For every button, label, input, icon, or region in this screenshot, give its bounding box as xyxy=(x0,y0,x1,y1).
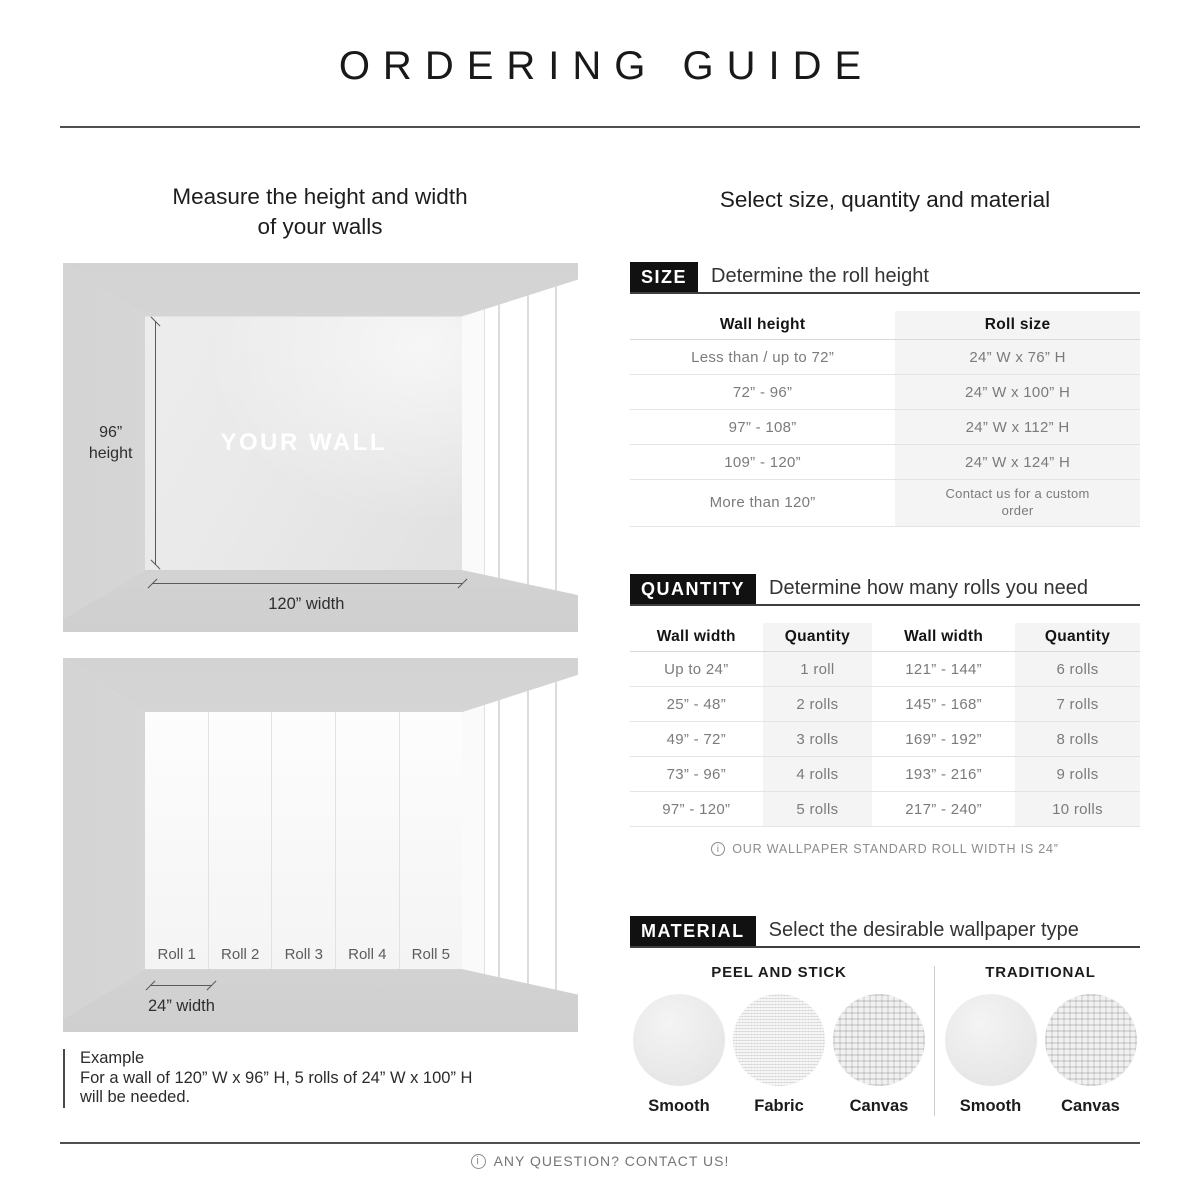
roll-label: Roll 3 xyxy=(284,945,323,963)
wall-height-cell: 97” - 108” xyxy=(728,418,797,436)
wall-width-cell: 25” - 48” xyxy=(666,695,726,713)
wall-width-cell: 121” - 144” xyxy=(905,660,982,678)
size-section-header xyxy=(630,262,1140,294)
size-section xyxy=(630,262,1140,527)
wall-height-cell: More than 120” xyxy=(709,494,816,512)
roll-panel xyxy=(145,712,209,969)
height-word: height xyxy=(88,445,133,463)
top-divider xyxy=(60,126,1140,128)
col-quantity: Quantity xyxy=(784,628,851,645)
wall-height-cell: Less than / up to 72” xyxy=(691,348,835,366)
size-badge: SIZE xyxy=(630,262,698,292)
material-groups xyxy=(630,964,1140,1116)
swatch-row xyxy=(630,994,928,1116)
roll-width-dimension-label: 24” width xyxy=(147,996,215,1015)
smooth-texture-icon xyxy=(633,994,725,1086)
quantity-cell: 2 rolls xyxy=(796,695,839,713)
window-mullion xyxy=(498,263,500,632)
swatch-label: Canvas xyxy=(849,1097,909,1115)
wall-width-cell: 97” - 120” xyxy=(662,800,731,818)
size-subtitle: Determine the roll height xyxy=(711,265,929,287)
roll-panels xyxy=(145,712,462,969)
size-table-header xyxy=(630,311,1140,340)
example-line1: For a wall of 120” W x 96” H, 5 rolls of 24” W x 100” H xyxy=(80,1068,473,1087)
roll-size-cell: Contact us for a custom order xyxy=(945,486,1090,518)
your-wall-surface xyxy=(145,317,462,571)
roll-width-dimension-line xyxy=(150,985,212,986)
roll-panel xyxy=(272,712,336,969)
col-wall-width: Wall width xyxy=(904,628,984,645)
roll-size-cell: 24” W x 124” H xyxy=(965,453,1071,471)
material-badge: MATERIAL xyxy=(630,916,756,946)
example-line2: will be needed. xyxy=(80,1088,191,1106)
footer-note-text: ANY QUESTION? CONTACT US! xyxy=(493,1153,730,1169)
quantity-cell: 5 rolls xyxy=(796,800,839,818)
quantity-cell: 6 rolls xyxy=(1056,660,1099,678)
your-wall-label: YOUR WALL xyxy=(220,429,387,457)
quantity-cell: 8 rolls xyxy=(1056,730,1099,748)
material-section xyxy=(630,916,1140,1116)
table-row xyxy=(630,722,1140,757)
quantity-cell: 4 rolls xyxy=(796,765,839,783)
material-subtitle: Select the desirable wallpaper type xyxy=(768,919,1079,941)
roll-size-cell: 24” W x 100” H xyxy=(965,383,1071,401)
swatch-row xyxy=(941,994,1140,1116)
smooth-texture-icon xyxy=(945,994,1037,1086)
wall-width-cell: 169” - 192” xyxy=(905,730,982,748)
swatch-canvas xyxy=(832,994,926,1116)
wall-height-cell: 109” - 120” xyxy=(724,453,801,471)
footer-divider xyxy=(60,1142,1140,1144)
roll-size-cell: 24” W x 112” H xyxy=(965,418,1070,436)
table-row xyxy=(630,375,1140,410)
height-value: 96” xyxy=(99,423,123,441)
table-row xyxy=(630,792,1140,827)
example-title: Example xyxy=(80,1049,145,1067)
window-mullion xyxy=(527,658,529,1032)
roll-panel xyxy=(400,712,463,969)
quantity-cell: 1 roll xyxy=(800,660,835,678)
window-mullion xyxy=(527,263,529,632)
roll-panel xyxy=(336,712,400,969)
height-dimension-line xyxy=(155,321,156,565)
table-row xyxy=(630,410,1140,445)
canvas-texture-icon xyxy=(833,994,925,1086)
roll-label: Roll 5 xyxy=(411,945,451,963)
col-roll-size: Roll size xyxy=(984,316,1051,333)
roll-label: Roll 2 xyxy=(221,945,260,963)
room-diagram-rolls xyxy=(63,658,578,1032)
material-group-title: TRADITIONAL xyxy=(985,964,1096,981)
width-dimension-label: 120” width xyxy=(268,595,345,614)
canvas-texture-icon xyxy=(1045,994,1137,1086)
room-diagram-measure xyxy=(63,263,578,632)
footer-note xyxy=(0,1153,1200,1169)
roll-label: Roll 1 xyxy=(157,945,196,963)
swatch-label: Smooth xyxy=(648,1097,710,1115)
col-wall-height: Wall height xyxy=(719,316,806,333)
material-group-peel-and-stick xyxy=(630,964,928,1116)
left-column-heading xyxy=(60,182,580,242)
wall-width-cell: 73” - 96” xyxy=(666,765,726,783)
swatch-label: Smooth xyxy=(959,1097,1022,1115)
example-block xyxy=(63,1049,533,1108)
right-column-heading: Select size, quantity and material xyxy=(719,187,1051,212)
wall-width-cell: 145” - 168” xyxy=(905,695,982,713)
material-group-divider xyxy=(934,966,935,1116)
roll-panel xyxy=(209,712,273,969)
width-dimension-line xyxy=(152,583,463,584)
page-title: ORDERING GUIDE xyxy=(338,44,875,88)
table-row xyxy=(630,757,1140,792)
table-row xyxy=(630,340,1140,375)
swatch-label: Canvas xyxy=(1061,1097,1120,1115)
wall-width-cell: 193” - 216” xyxy=(905,765,982,783)
quantity-table-header xyxy=(630,623,1140,652)
rolls-wall-surface xyxy=(145,712,462,969)
material-section-header xyxy=(630,916,1140,948)
window-mullion xyxy=(555,658,557,1032)
window-mullion xyxy=(555,263,557,632)
material-group-title: PEEL AND STICK xyxy=(711,964,847,981)
quantity-table xyxy=(630,623,1140,827)
quantity-cell: 7 rolls xyxy=(1056,695,1099,713)
roll-width-note-text: OUR WALLPAPER STANDARD ROLL WIDTH IS 24” xyxy=(732,842,1059,856)
wall-width-cell: 49” - 72” xyxy=(666,730,726,748)
window-mullion xyxy=(498,658,500,1032)
swatch-smooth xyxy=(632,994,726,1116)
roll-size-cell: 24” W x 76” H xyxy=(969,348,1066,366)
table-row xyxy=(630,687,1140,722)
left-heading-line2: of your walls xyxy=(257,214,383,239)
info-icon xyxy=(711,842,725,856)
swatch-smooth xyxy=(944,994,1038,1116)
quantity-subtitle: Determine how many rolls you need xyxy=(769,577,1089,599)
swatch-fabric xyxy=(732,994,826,1116)
quantity-cell: 9 rolls xyxy=(1056,765,1099,783)
swatch-label: Fabric xyxy=(754,1097,804,1115)
quantity-section xyxy=(630,574,1140,856)
roll-width-note xyxy=(630,842,1140,856)
height-dimension-label xyxy=(76,422,146,465)
table-row xyxy=(630,480,1140,527)
fabric-texture-icon xyxy=(733,994,825,1086)
quantity-section-header xyxy=(630,574,1140,606)
quantity-cell: 10 rolls xyxy=(1052,800,1103,818)
table-row xyxy=(630,445,1140,480)
swatch-canvas xyxy=(1044,994,1138,1116)
roll-label: Roll 4 xyxy=(348,945,387,963)
wall-height-cell: 72” - 96” xyxy=(732,383,793,401)
wall-width-cell: 217” - 240” xyxy=(905,800,982,818)
info-icon xyxy=(471,1154,486,1169)
size-table xyxy=(630,311,1140,527)
wall-width-cell: Up to 24” xyxy=(664,660,729,678)
material-group-traditional xyxy=(941,964,1140,1116)
left-heading-line1: Measure the height and width xyxy=(172,184,468,209)
quantity-cell: 3 rolls xyxy=(796,730,839,748)
col-wall-width: Wall width xyxy=(656,628,736,645)
table-row xyxy=(630,652,1140,687)
col-quantity: Quantity xyxy=(1044,628,1111,645)
quantity-badge: QUANTITY xyxy=(630,574,756,604)
